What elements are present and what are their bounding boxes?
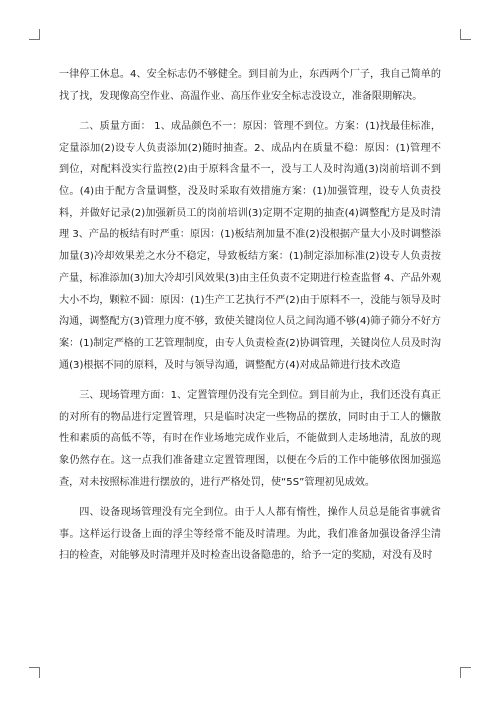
crop-mark-bottom-right: [460, 667, 471, 678]
document-body: [59, 64, 441, 575]
crop-mark-top-left: [29, 29, 40, 40]
paragraph-site-management: 三、现场管理方面：1、定置管理仍没有完全到位。到目前为止，我们还没有真正的对所有的物品进行定置管理，只是临时决定一些物品的摆放，同时由于工人的懒散性和素质的高低不等，有时在作业场地完成作业后，不能做到人走场地清，乱放的现象仍然存在。这一点我们准备建立定置管理图，以便在今后的工作中能够依图加强巡查，对未按照标准进行摆放的，进行严格处罚，使“5S”管理初见成效。: [59, 389, 441, 488]
paragraph-safety-signs: 一律停工休息。4、安全标志仍不够健全。到目前为止，东西两个厂子，我自己简单的找了找，发现像高空作业、高温作业、高压作业安全标志没设立，准备限期解决。: [59, 69, 441, 102]
paragraph-quality: 二、质量方面： 1、成品颜色不一：原因：管理不到位。方案：(1)找最佳标准，定量添加(2)设专人负责添加(2)随时抽查。2、成品内在质量不稳：原因：(1)管理不到位，对配料没实行监控(2)由于原料含量不一，没与工人及时沟通(3)岗前培训不到位。(4)由于配方含量调整，没及时采取有效措施方案：(1)加强管理，设专人负责投料，并做好记录(2)加强新员工的岗前培训(3)定期不定期的抽查(4)调整配方是及时清理 3、产品的板结有时严重：原因：(1)板结剂加量不准(2)没根据产量大小及时调整添加量(3)冷却效果差之水分不稳定，导致板结方案：(1)制定添加标准(2)设专人负责按产量，标准添加(3)加大冷却引风效果(3)由主任负责不定期进行检查监督 4、产品外观大小不均，颗粒不圆：原因：(1)生产工艺执行不严(2)由于原料不一，没能与领导及时沟通，调整配方(3)管理力度不够，致使关键岗位人员之间沟通不够(4)筛子筛分不好方案：(1)制定严格的工艺管理制度，由专人负责检查(2)协调管理，关键岗位人员及时沟通(3)根据不同的原料，及时与领导沟通，调整配方(4)对成品筛进行技术改造: [59, 120, 441, 371]
crop-mark-bottom-left: [29, 667, 40, 678]
paragraph-equipment-management: 四、设备现场管理没有完全到位。由于人人都有惰性，操作人员总是能省事就省事。这样运行设备上面的浮尘等经常不能及时清理。为此，我们准备加强设备浮尘清扫的检查，对能够及时清理并及时检查出设备隐患的，给予一定的奖励，对没有及时: [59, 506, 441, 562]
crop-mark-top-right: [460, 29, 471, 40]
